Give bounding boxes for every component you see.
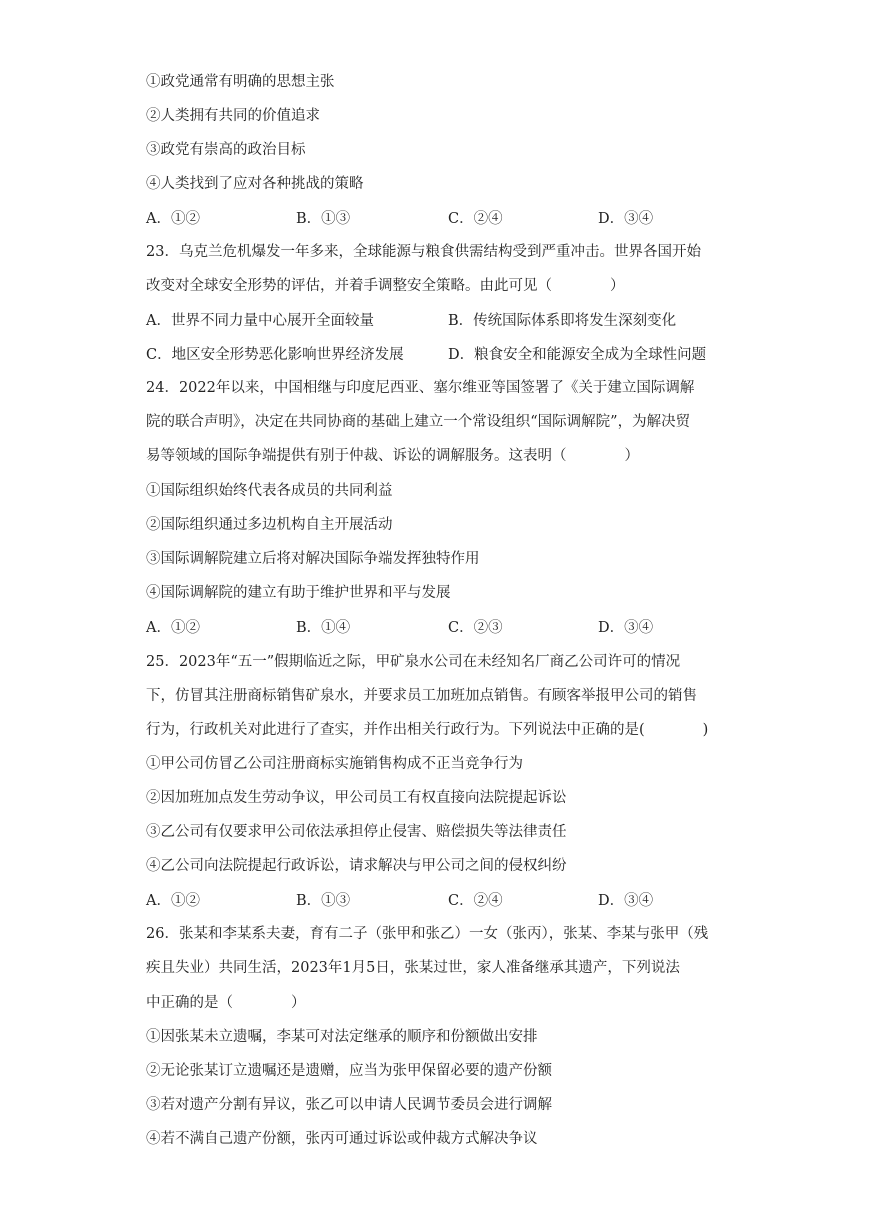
- q24-statement-4: ④国际调解院的建立有助于维护世界和平与发展: [146, 585, 451, 601]
- q26-stem-line-2: 疾且失业）共同生活，2023年1月5日，张某过世，家人准备继承其遗产，下列说法: [146, 960, 680, 976]
- q25-statement-4: ④乙公司向法院提起行政诉讼，请求解决与甲公司之间的侵权纠纷: [146, 858, 567, 874]
- q22-statement-1: ①政党通常有明确的思想主张: [146, 74, 335, 90]
- q25-stem-line-3: 行为，行政机关对此进行了查实，并作出相关行政行为。下列说法中正确的是( ): [146, 722, 709, 738]
- q23-option-c[interactable]: C．地区安全形势恶化影响世界经济发展: [146, 347, 404, 363]
- q22-statement-2: ②人类拥有共同的价值追求: [146, 108, 320, 124]
- q23-stem-line-1: 23．乌克兰危机爆发一年多来，全球能源与粮食供需结构受到严重冲击。世界各国开始: [146, 244, 701, 260]
- q25-stem-line-1: 25．2023年“五一”假期临近之际，甲矿泉水公司在未经知名厂商乙公司许可的情况: [146, 654, 681, 670]
- q24-option-c[interactable]: C．②③: [448, 620, 503, 636]
- q22-option-d[interactable]: D．③④: [598, 211, 654, 227]
- q24-stem-line-3: 易等领域的国际争端提供有别于仲裁、诉讼的调解服务。这表明（ ）: [146, 448, 639, 464]
- q25-option-d[interactable]: D．③④: [598, 893, 654, 909]
- q22-option-b[interactable]: B．①③: [296, 211, 351, 227]
- q23-option-d[interactable]: D．粮食安全和能源安全成为全球性问题: [448, 347, 707, 363]
- q24-statement-3: ③国际调解院建立后将对解决国际争端发挥独特作用: [146, 551, 480, 567]
- q24-option-a[interactable]: A．①②: [146, 620, 200, 636]
- q24-statement-1: ①国际组织始终代表各成员的共同利益: [146, 483, 393, 499]
- q26-statement-1: ①因张某未立遗嘱，李某可对法定继承的顺序和份额做出安排: [146, 1029, 538, 1045]
- q24-stem-line-1: 24．2022年以来，中国相继与印度尼西亚、塞尔维亚等国签署了《关于建立国际调解: [146, 380, 695, 396]
- q26-stem-line-1: 26．张某和李某系夫妻，育有二子（张甲和张乙）一女（张丙），张某、李某与张甲（残: [146, 926, 709, 942]
- q23-option-a[interactable]: A．世界不同力量中心展开全面较量: [146, 313, 374, 329]
- q23-option-b[interactable]: B．传统国际体系即将发生深刻变化: [448, 313, 677, 329]
- q25-option-b[interactable]: B．①③: [296, 893, 351, 909]
- q24-statement-2: ②国际组织通过多边机构自主开展活动: [146, 517, 393, 533]
- q26-stem-line-3: 中正确的是（ ）: [146, 995, 306, 1011]
- q22-option-a[interactable]: A．①②: [146, 211, 200, 227]
- q26-statement-4: ④若不满自己遗产份额，张丙可通过诉讼或仲裁方式解决争议: [146, 1131, 538, 1147]
- q22-option-c[interactable]: C．②④: [448, 211, 503, 227]
- q24-stem-line-2: 院的联合声明》，决定在共同协商的基础上建立一个常设组织“国际调解院”，为解决贸: [146, 414, 691, 430]
- q25-statement-1: ①甲公司仿冒乙公司注册商标实施销售构成不正当竞争行为: [146, 756, 523, 772]
- q24-option-b[interactable]: B．①④: [296, 620, 351, 636]
- q22-statement-4: ④人类找到了应对各种挑战的策略: [146, 176, 364, 192]
- q22-statement-3: ③政党有崇高的政治目标: [146, 142, 306, 158]
- q26-statement-3: ③若对遗产分割有异议，张乙可以申请人民调节委员会进行调解: [146, 1097, 552, 1113]
- q25-option-a[interactable]: A．①②: [146, 893, 200, 909]
- q25-statement-2: ②因加班加点发生劳动争议，甲公司员工有权直接向法院提起诉讼: [146, 790, 567, 806]
- q25-option-c[interactable]: C．②④: [448, 893, 503, 909]
- q23-stem-line-2: 改变对全球安全形势的评估，并着手调整安全策略。由此可见（ ）: [146, 278, 625, 294]
- q25-statement-3: ③乙公司有仅要求甲公司依法承担停止侵害、赔偿损失等法律责任: [146, 824, 567, 840]
- q24-option-d[interactable]: D．③④: [598, 620, 654, 636]
- q26-statement-2: ②无论张某订立遗嘱还是遗赠，应当为张甲保留必要的遗产份额: [146, 1063, 552, 1079]
- q25-stem-line-2: 下，仿冒其注册商标销售矿泉水，并要求员工加班加点销售。有顾客举报甲公司的销售: [146, 688, 697, 704]
